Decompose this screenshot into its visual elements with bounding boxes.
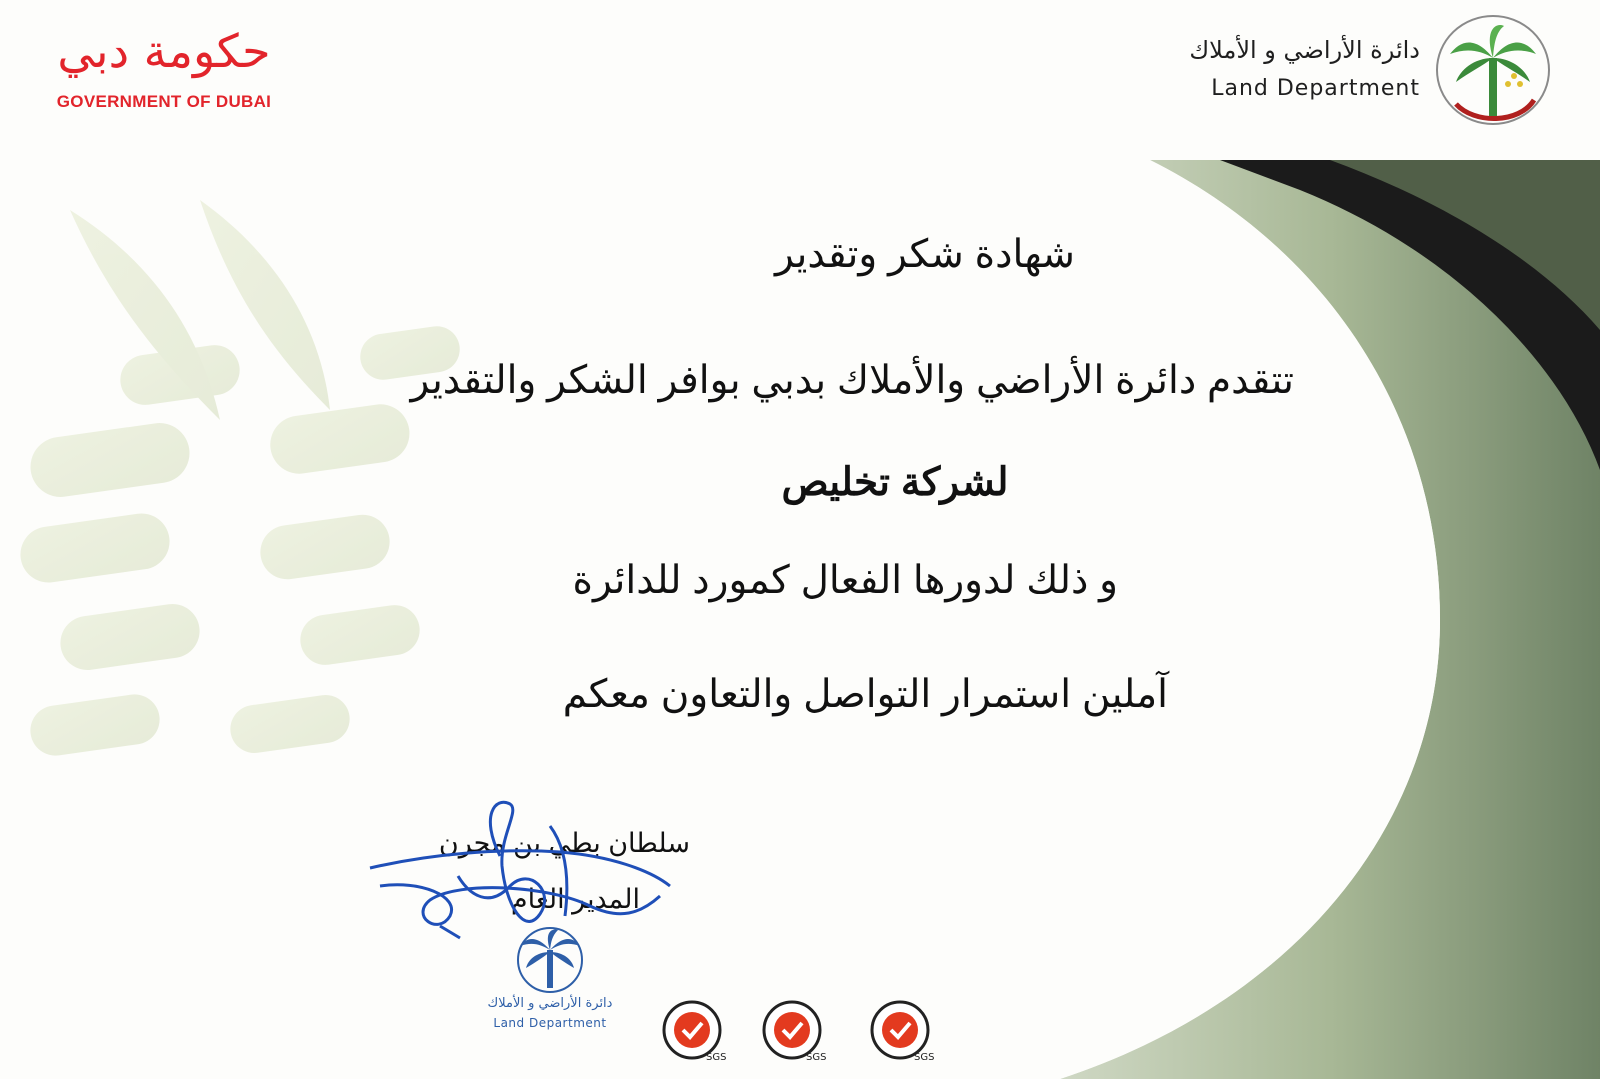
closing-line: آملين استمرار التواصل والتعاون معكم xyxy=(562,673,1168,716)
dubai-logo-arabic: حكومة دبي xyxy=(57,24,271,78)
signatory-name: سلطان بطي بن مجرن xyxy=(438,828,690,858)
sgs-label: SGS xyxy=(914,1052,935,1063)
department-stamp xyxy=(470,924,650,1054)
iso-certification-badge xyxy=(868,1000,935,1064)
sgs-label: SGS xyxy=(706,1052,727,1063)
land-department-logo-english: Land Department xyxy=(1211,76,1420,101)
dubai-logo-english: GOVERNMENT OF DUBAI xyxy=(56,92,272,111)
company-name: لشركة تخليص xyxy=(781,461,1009,504)
reason-line: و ذلك لدورها الفعال كمورد للدائرة xyxy=(572,559,1118,602)
thanks-line: تتقدم دائرة الأراضي والأملاك بدبي بوافر الشكر والتقدير xyxy=(410,359,1294,402)
iso-certification-badge xyxy=(660,1000,727,1064)
stamp-english-text: Land Department xyxy=(493,1016,607,1030)
certificate-title: شهادة شكر وتقدير xyxy=(774,233,1075,276)
land-department-logo xyxy=(1180,14,1560,124)
stamp-palm-icon xyxy=(470,924,630,996)
palm-tree-icon xyxy=(1434,14,1552,126)
land-department-logo-arabic: دائرة الأراضي و الأملاك xyxy=(1189,36,1420,64)
stamp-arabic-text: دائرة الأراضي و الأملاك xyxy=(487,996,613,1011)
government-of-dubai-logo xyxy=(44,18,284,118)
signatory-title: المدير العام xyxy=(510,884,640,914)
sgs-label: SGS xyxy=(806,1052,827,1063)
iso-certification-badge xyxy=(760,1000,827,1064)
